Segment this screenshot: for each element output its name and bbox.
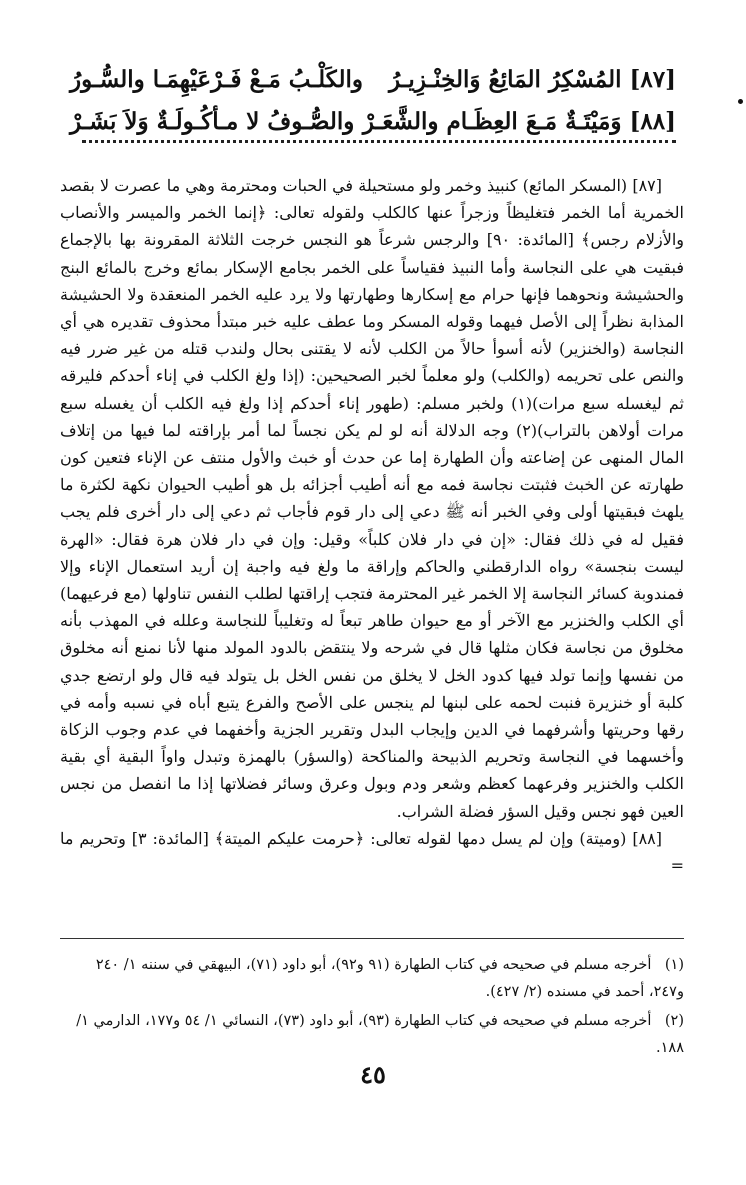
footnote-1-text: أخرجه مسلم في صحيحه في كتاب الطهارة (٩١ و٩٢)، أبو داود (٧١)، البيهقي في سننه ١/ ٢٤٠ و٢٤٧، أحمد في مسنده (٢/ ٤٢٧). (95, 957, 684, 1000)
verse-87 (70, 66, 676, 108)
verse-88-second-hemistich: والصُّـوفُ لا مـأكُـولَـةٌ وَلاَ بَشَـرْ (70, 108, 355, 135)
dotted-separator (82, 140, 676, 143)
page-number: ٤٥ (360, 1060, 386, 1089)
commentary-text (60, 172, 684, 879)
margin-mark (738, 99, 743, 104)
verse-88-first-hemistich: [٨٨] وَمَيْتَـةٌ مَـعَ العِظَـام والشَّعَـرْ (362, 108, 676, 135)
footnote-1-number: (١) (664, 957, 684, 973)
footnote-2-number: (٢) (664, 1013, 684, 1029)
footnote-divider (60, 938, 684, 939)
footnote-1 (60, 952, 684, 1006)
verse-87-second-hemistich: والكَلْـبُ مَـعْ فَـرْعَيْهِمَـا والسُّـورُ (70, 66, 363, 93)
footnote-2-text: أخرجه مسلم في صحيحه في كتاب الطهارة (٩٣)، أبو داود (٧٣)، النسائي ١/ ٥٤ و١٧٧، الدارمي ١/ ١٨٨. (76, 1013, 684, 1056)
poem-verses (70, 66, 676, 150)
footnote-2 (60, 1008, 684, 1062)
verse-87-first-hemistich: [٨٧] المُسْكِرُ المَائِعُ وَالخِنْـزِيـرُ (388, 66, 676, 93)
verse-88 (70, 108, 676, 150)
footnotes (60, 952, 684, 1064)
commentary-paragraph-88: [٨٨] (وميتة) وإن لم يسل دمها لقوله تعالى: ﴿حرمت عليكم الميتة﴾ [المائدة: ٣] وتحريم ما = (60, 828, 684, 876)
commentary-paragraph-87: [٨٧] (المسكر المائع) كنبيذ وخمر ولو مستحيلة في الحبات ومحترمة وهي ما عصرت لا بقصد الخمرية أما الخمر فتغليظاً وزجراً عنها كالكلب ولقوله تعالى: ﴿إنما الخمر والميسر والأنصاب والأزلام رجس﴾ [المائدة: ٩٠] والرجس شرعاً هو النجس خرجت الثلاثة المقرونة بها بالإجماع فبقيت هي على النجاسة وأما النبيذ فقياساً على الخمر بجامع الإسكار بمائع وخرج بالمائع البنج والحشيشة ونحوهما فإنها حرام مع إسكارها وطهارتها ولا يرد عليه الخمر المنعقدة ولا الحشيشة المذابة نظراً إلى الأصل فيهما وقوله المسكر وما عطف عليه خبر مبتدأ محذوف تقديره هي أي النجاسة (والخنزير) لأنه أسوأ حالاً من الكلب لأنه لا يقتنى بحال ولندب قتله من غير ضرر فيه والنص على تحريمه (والكلب) ولو معلماً لخبر الصحيحين: (إذا ولغ الكلب في إناء أحدكم فليرقه ثم ليغسله سبع مرات)(١) ولخبر مسلم: (طهور إناء أحدكم إذا ولغ فيه الكلب أن يغسله سبع مرات أولاهن بالتراب)(٢) وجه الدلالة أنه لو لم يكن نجساً لما أمر بإراقته لما فيها من إتلاف المال المنهى عن إضاعته وأن الطهارة إما عن حدث أو خبث والأول منتف عن الإناء فتعين كون طهارته عن الخبث فثبتت نجاسة فمه مع أنه أطيب أجزائه بل هو أطيب الحيوان نكهة لكثرة ما يلهث فبقيتها أولى وفي الخبر أنه ﷺ دعي إلى دار قوم فأجاب ثم دعي إلى دار أخرى فلم يجب فقيل له في ذلك فقال: «إن في دار فلان كلباً» وقيل: وإن في دار فلان هرة فقال: «الهرة ليست بنجسة» رواه الدارقطني والحاكم وإراقة ما ولغ فيه واجبة إن أريد استعمال الإناء وإلا فمندوبة كسائر النجاسة إلا الخمر غير المحترمة فتجب إراقتها لطلب النفس تناولها (مع فرعيهما) أي الكلب والخنزير مع الآخر أو مع حيوان طاهر تبعاً له وتغليباً للنجاسة وعلله في المهذب بأنه مخلوق من نجاسة فكان مثلها قال في شرحه ولا ينتقض بالدود المولد منها لأنا نمنع أنه مخلوق من نفسها وإنما تولد فيها كدود الخل لا يخلق من نفس الخل بل يتولد فيه قال ولو ارتضع جدي كلبة أو خنزيرة فنبت لحمه على لبنها لم ينجس على الأصح والفرع يتبع أباه في نسبه وأمه في رقها وحريتها وأشرفهما في الدين وإيجاب البدل وتقرير الجزية وأخفهما في عدم وجوب الزكاة وأخسهما في النجاسة وتحريم الذبيحة والمناكحة (والسؤر) بالهمزة وتبدل واواً البقية أي بقية الكلب والخنزير وفرعهما كعظم وشعر ودم وبول وعرق وسائر فضلاتها إذا ما انفصل من نجس العين فهو نجس وقيل السؤر فضلة الشراب. (60, 176, 685, 821)
